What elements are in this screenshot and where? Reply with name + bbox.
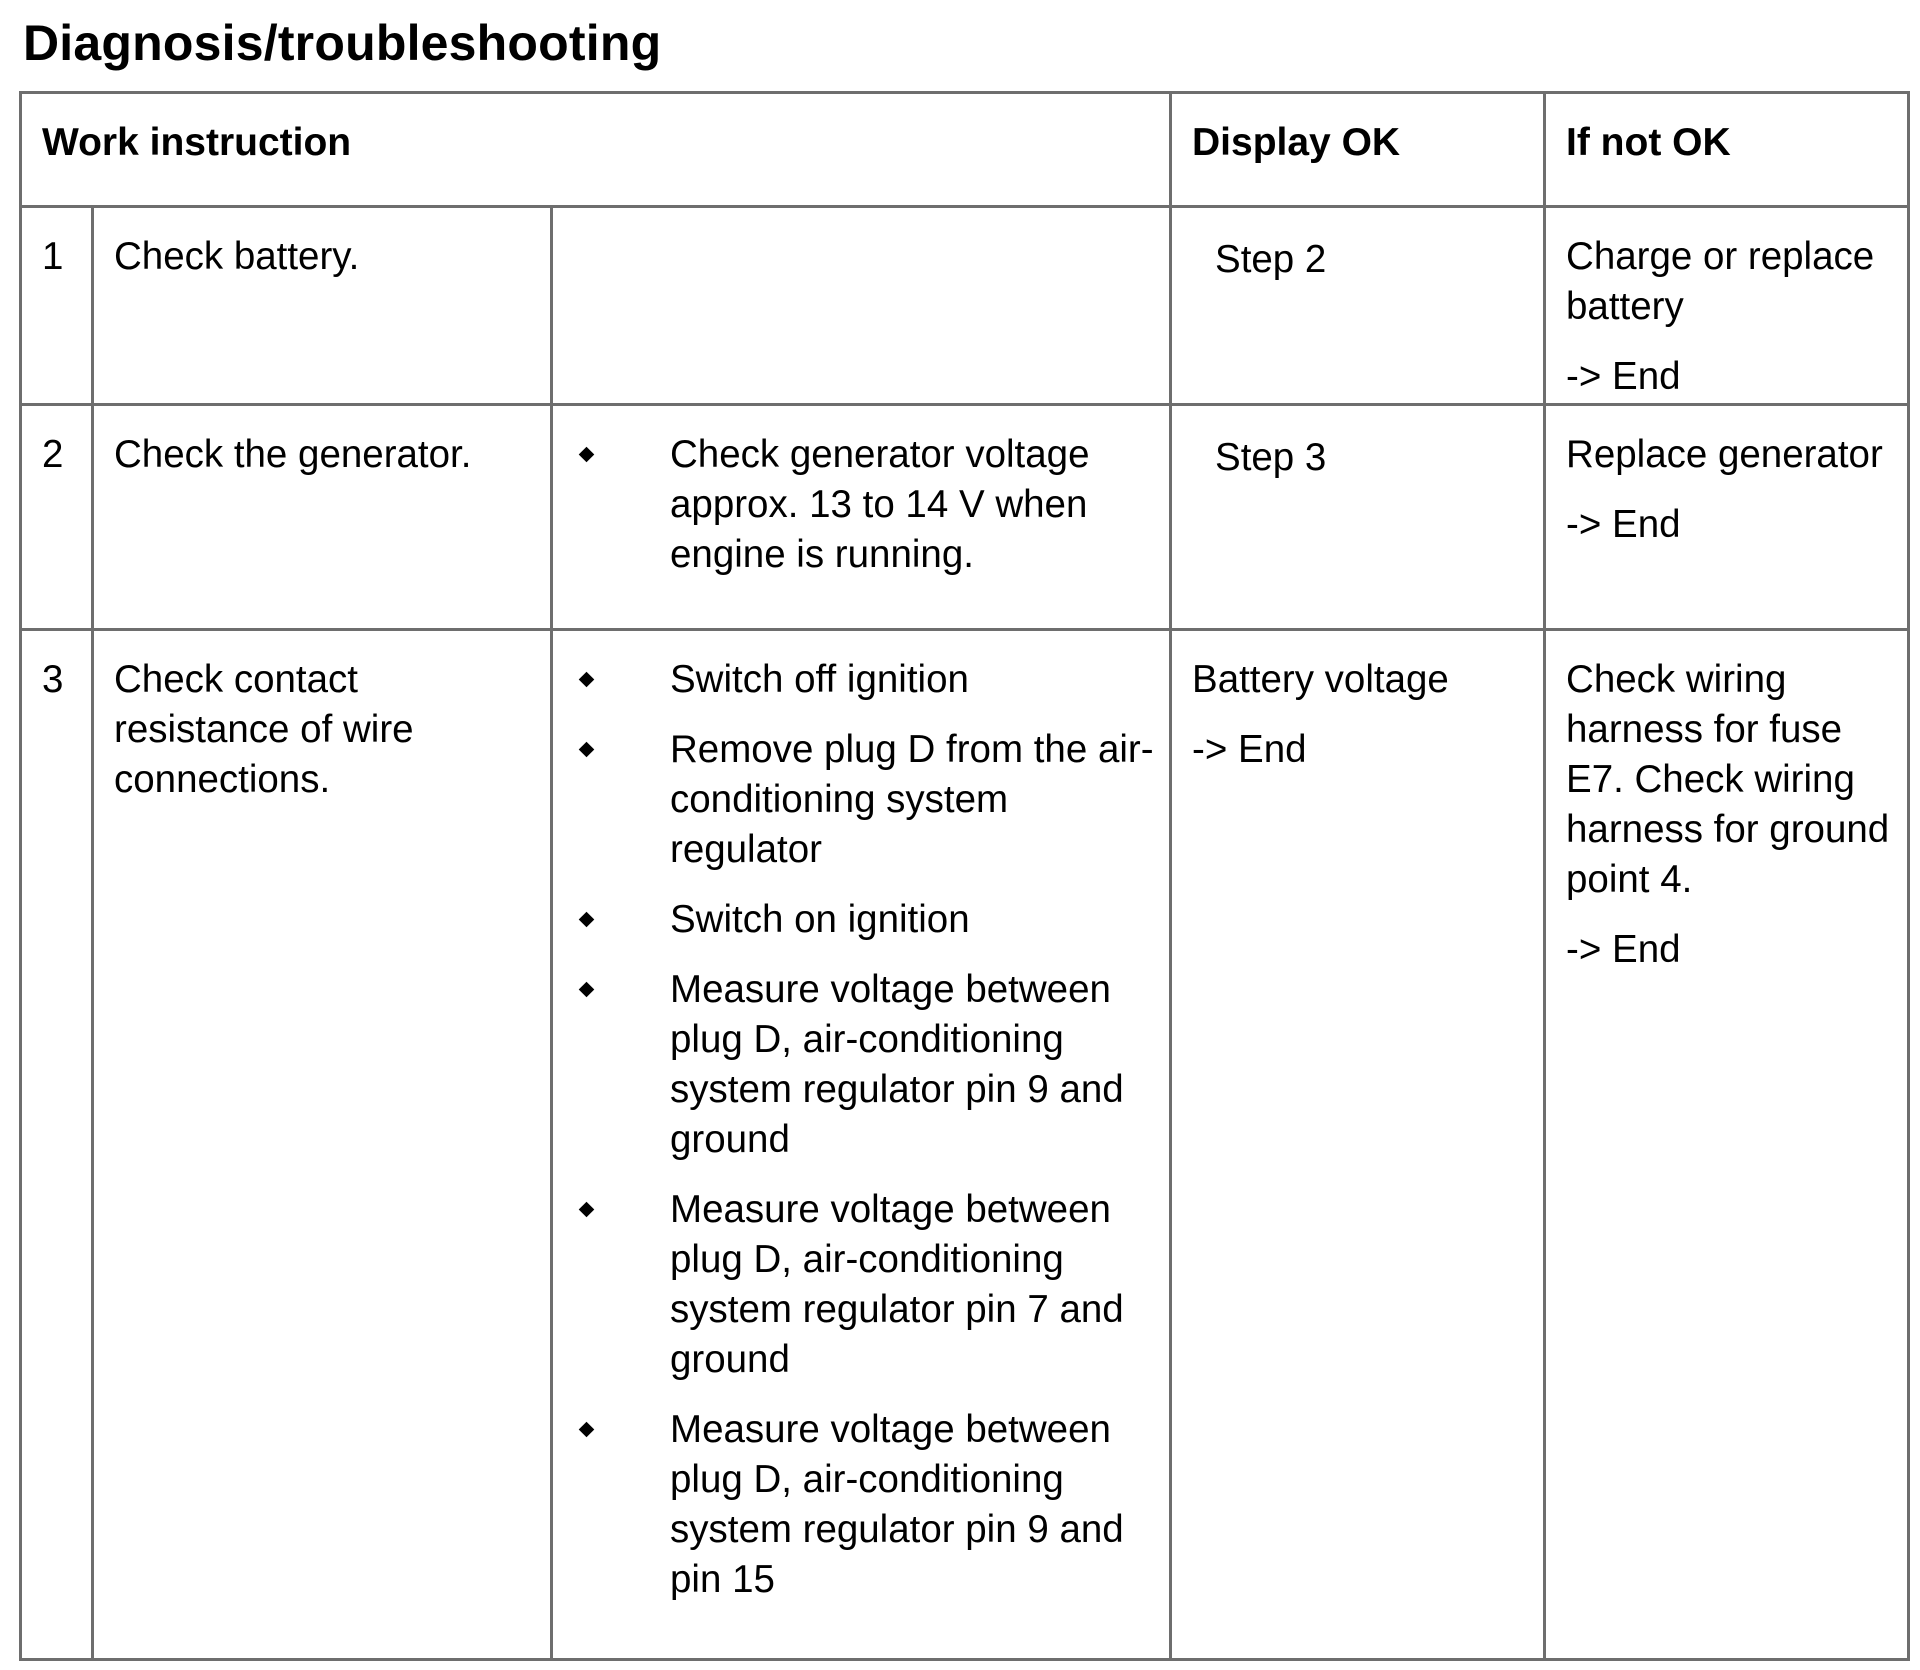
instruction-details	[552, 405, 1171, 630]
list-item	[553, 430, 1157, 580]
list-item-text: Switch off ignition	[670, 658, 969, 701]
display-ok-text: Step 2	[1215, 238, 1327, 281]
instruction-text: Check battery.	[93, 207, 552, 405]
instruction-details	[552, 630, 1171, 1660]
page-title: Diagnosis/troubleshooting	[23, 15, 662, 71]
diamond-bullet-icon	[579, 447, 594, 462]
header-display-ok: Display OK	[1171, 93, 1545, 207]
list-item-text: Switch on ignition	[670, 898, 970, 941]
list-item	[553, 1405, 1157, 1605]
list-item-text: Measure voltage between plug D, air-conditioning system regulator pin 9 and pin 15	[670, 1408, 1124, 1601]
if-not-ok-text: Replace generator	[1566, 433, 1883, 476]
diamond-bullet-icon	[579, 1202, 594, 1217]
list-item	[553, 965, 1157, 1165]
table-row	[21, 630, 1909, 1660]
display-ok-text: Battery voltage	[1192, 658, 1449, 701]
step-number: 2	[21, 405, 93, 630]
display-ok-cell	[1171, 207, 1545, 405]
step-number: 1	[21, 207, 93, 405]
if-not-ok-end: -> End	[1566, 503, 1681, 546]
header-work-instruction: Work instruction	[21, 93, 1171, 207]
list-item	[553, 895, 1157, 945]
list-item	[553, 1185, 1157, 1385]
if-not-ok-cell	[1545, 630, 1909, 1660]
list-item-text: Measure voltage between plug D, air-conditioning system regulator pin 9 and ground	[670, 968, 1124, 1161]
header-if-not-ok: If not OK	[1545, 93, 1909, 207]
step-number: 3	[21, 630, 93, 1660]
diamond-bullet-icon	[579, 742, 594, 757]
display-ok-cell	[1171, 630, 1545, 1660]
if-not-ok-end: -> End	[1566, 928, 1681, 971]
table-row	[21, 207, 1909, 405]
troubleshooting-table	[19, 91, 1910, 1661]
list-item-text: Check generator voltage approx. 13 to 14 V when engine is running.	[670, 433, 1090, 576]
list-item	[553, 725, 1157, 875]
table-header-row	[21, 93, 1909, 207]
instruction-text: Check the generator.	[93, 405, 552, 630]
list-item-text: Remove plug D from the air-conditioning system regulator	[670, 728, 1154, 871]
if-not-ok-text: Check wiring harness for fuse E7. Check wiring harness for ground point 4.	[1566, 658, 1890, 901]
display-ok-cell	[1171, 405, 1545, 630]
instruction-details	[552, 207, 1171, 405]
if-not-ok-cell	[1545, 405, 1909, 630]
diamond-bullet-icon	[579, 1422, 594, 1437]
instruction-text: Check contact resistance of wire connections.	[93, 630, 552, 1660]
diamond-bullet-icon	[579, 912, 594, 927]
bullet-list	[553, 430, 1157, 580]
list-item-text: Measure voltage between plug D, air-conditioning system regulator pin 7 and ground	[670, 1188, 1124, 1381]
list-item	[553, 655, 1157, 705]
display-ok-text: Step 3	[1215, 436, 1327, 479]
display-ok-end: -> End	[1192, 728, 1307, 771]
diamond-bullet-icon	[579, 982, 594, 997]
if-not-ok-cell	[1545, 207, 1909, 405]
bullet-list	[553, 655, 1157, 1605]
if-not-ok-text: Charge or replace battery	[1566, 235, 1875, 328]
diamond-bullet-icon	[579, 672, 594, 687]
if-not-ok-end: -> End	[1566, 355, 1681, 398]
table-row	[21, 405, 1909, 630]
